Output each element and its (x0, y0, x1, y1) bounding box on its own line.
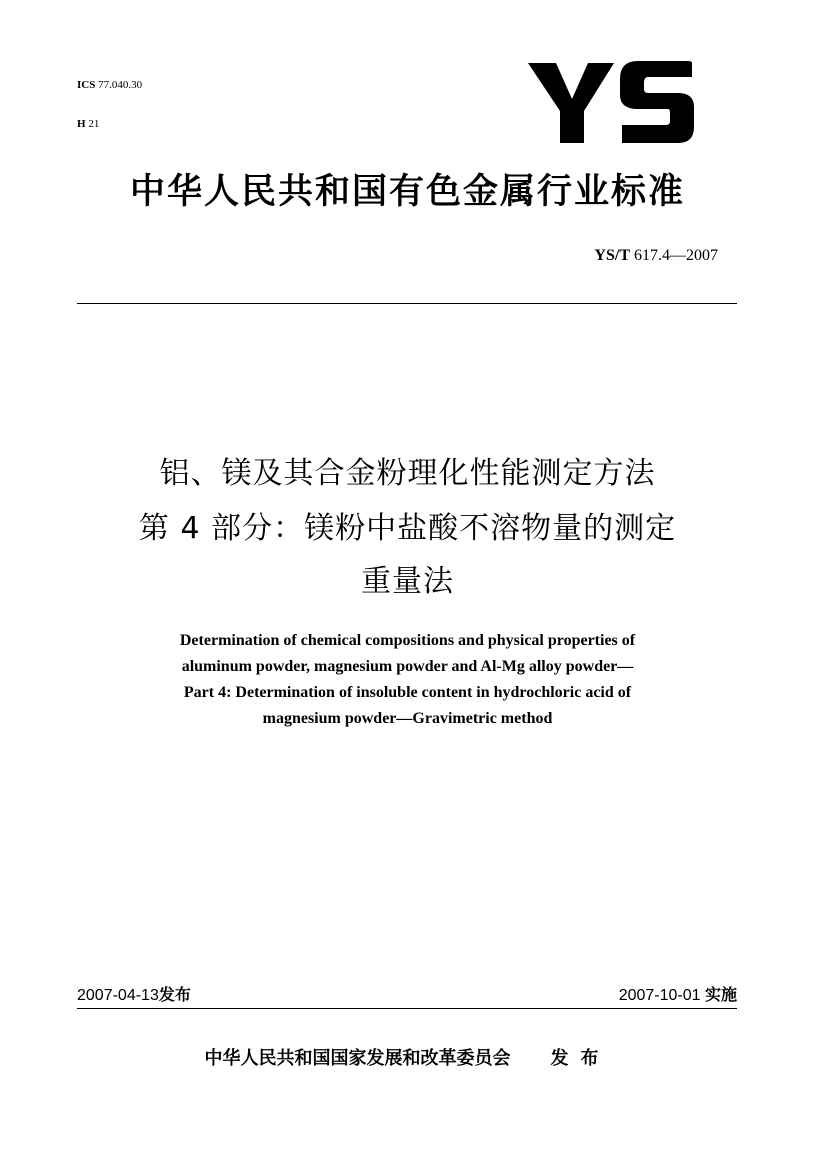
ics-code-line (77, 79, 142, 92)
english-title-line-2: aluminum powder, magnesium powder and Al-Mg alloy powder— (181, 658, 634, 675)
top-divider (77, 303, 737, 304)
standard-category-title: 中华人民共和国有色金属行业标准 (129, 172, 685, 212)
english-title-line-3: Part 4: Determination of insoluble content in hydrochloric acid of (183, 684, 632, 701)
chinese-title-line-3: 重量法 (361, 564, 454, 599)
implement-date (619, 985, 737, 1006)
implement-date-suffix: 实施 (704, 985, 737, 1004)
logo-letter-y (528, 63, 614, 143)
issuer-line (0, 1047, 815, 1071)
issuer-name: 中华人民共和国国家发展和改革委员会 (204, 1048, 511, 1069)
ics-code: 77.040.30 (98, 79, 143, 91)
english-title-line-4: magnesium powder—Gravimetric method (262, 710, 553, 727)
standard-code-prefix: YS/T (594, 247, 630, 264)
ccs-code-line (77, 118, 142, 131)
issuer-action: 发布 (550, 1048, 611, 1069)
ccs-code: 21 (88, 118, 100, 130)
ccs-label: H (77, 118, 86, 130)
ics-label: ICS (77, 79, 96, 91)
implement-date-value: 2007-10-01 (618, 987, 701, 1004)
standard-code (594, 246, 718, 266)
publish-date (77, 985, 191, 1006)
bottom-divider (77, 1008, 737, 1009)
chinese-title-line-2: 第 4 部分：镁粉中盐酸不溶物量的测定 (138, 511, 677, 546)
logo-letter-s (620, 61, 694, 143)
english-title-line-1: Determination of chemical compositions and physical properties of (179, 632, 636, 649)
ys-logo (528, 55, 698, 150)
chinese-title-line-1: 铝、镁及其合金粉理化性能测定方法 (159, 456, 656, 491)
classification-codes (77, 53, 142, 144)
standard-code-number: 617.4—2007 (634, 247, 718, 264)
publish-date-value: 2007-04-13 (77, 987, 159, 1004)
publish-date-suffix: 发布 (158, 985, 191, 1004)
